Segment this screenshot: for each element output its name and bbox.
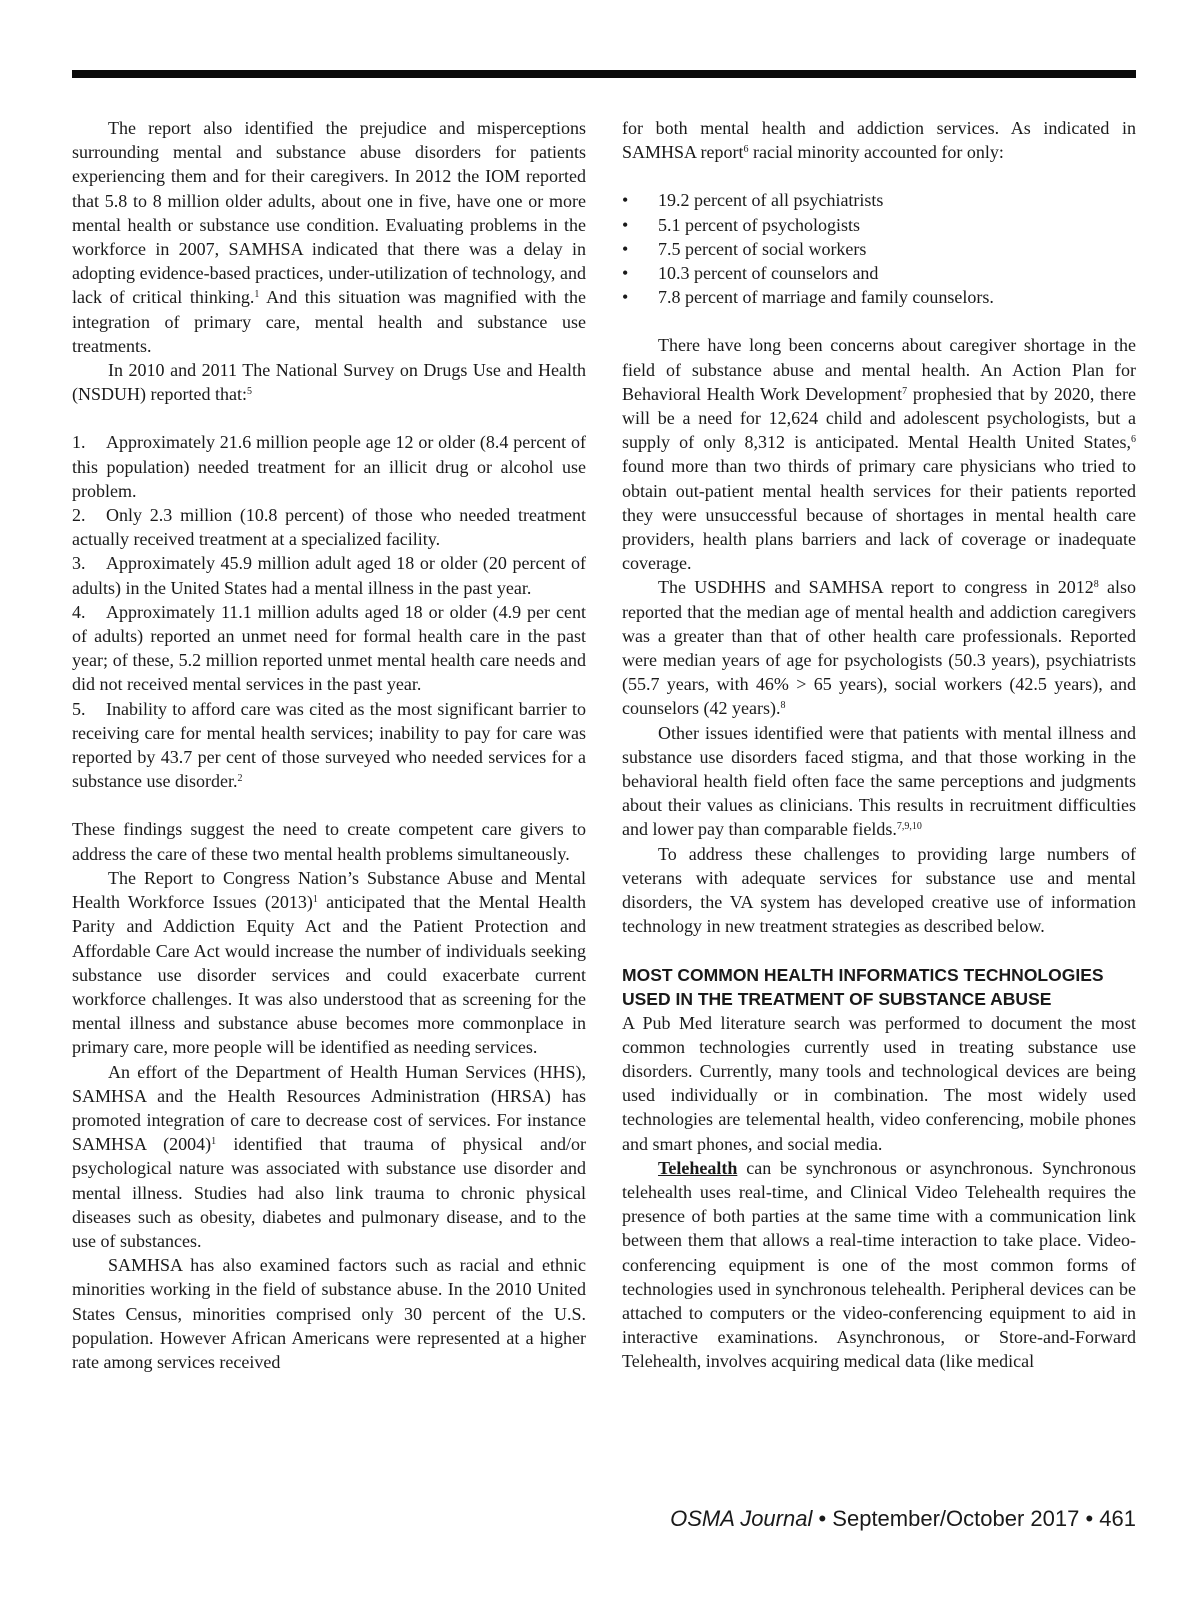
paragraph: The report also identified the prejudice and misperceptions surrounding mental and substance abuse disorders for patients experiencing them and for their caregivers. In 2012 the IOM reported that 5.8 to 8 million older adults, about one in five, have one or more mental health or substance use condition. Evaluating problems in the workforce in 2007, SAMHSA indicated that there was a delay in adopting evidence-based practices, under-utilization of technology, and lack of critical thinking.$^1$ And this situation was magnified with the integration of primary care, mental health and substance use treatments. [72,118,586,356]
paragraph: Other issues identified were that patients with mental illness and substance use disorders faced stigma, and that those working in the behavioral health field often face the same perceptions and judgments about their values as clinicians. This results in recruitment difficulties and lower pay than comparable fields.$^{7,9,10}$ [622,722,1136,840]
paragraph: To address these challenges to providing large numbers of veterans with adequate services for substance use and mental disorders, the VA system has developed creative use of information technology in new treatment strategies as described below. [622,843,1136,937]
paragraph: A Pub Med literature search was performed to document the most common technologies currently used in treating substance use disorders. Currently, many tools and technological devices are being used individually or in combination. The most widely used technologies are telemental health, video conferencing, mobile phones and smart phones, and social media. [622,1012,1136,1154]
journal-name: OSMA Journal [670,1506,813,1531]
paragraph: In 2010 and 2011 The National Survey on Drugs Use and Health (NSDUH) reported that:$^5$ [72,360,586,405]
paragraph: SAMHSA has also examined factors such as racial and ethnic minorities working in the field of substance abuse. In the 2010 United States Census, minorities comprised only 30 percent of the U.S. population. However African Americans were represented at a higher rate among services received [72,1255,586,1372]
list-item: 4. Approximately 11.1 million adults aged 18 or older (4.9 per cent of adults) reported an unmet need for formal health care in the past year; of these, 5.2 million reported unmet mental health care needs and did not received mental services in the past year. [72,601,586,695]
left-column [72,116,586,1374]
list-item: 1. Approximately 21.6 million people age 12 or older (8.4 percent of this population) needed treatment for an illicit drug or alcohol use problem. [72,432,586,501]
list-item: • 10.3 percent of counselors and [622,263,879,284]
paragraph: for both mental health and addiction services. As indicated in SAMHSA report$^6$ racial minority accounted for only: [622,118,1136,163]
section-heading: MOST COMMON HEALTH INFORMATICS TECHNOLOGIES USED IN THE TREATMENT OF SUBSTANCE ABUSE [622,964,1104,1009]
term-telehealth: Telehealth [658,1157,738,1178]
page-footer: OSMA Journal • September/October 2017 • 461 [670,1506,1136,1531]
paragraph: There have long been concerns about caregiver shortage in the field of substance abuse and mental health. An Action Plan for Behavioral Health Work Development$^7$ prophesied that by 2020, there will be a need for 12,624 child and adolescent psychologists, but a supply of only 8,312 is anticipated. Mental Health United States,$^6$ found more than two thirds of primary care physicians who tried to obtain out-patient mental health services for their patients reported they were unsuccessful because of shortages in mental health care providers, health plans barriers and lack of coverage or inadequate coverage. [622,335,1136,574]
numbered-list [72,430,586,793]
list-item: • 7.8 percent of marriage and family counselors. [622,287,994,308]
bullet-list [622,188,1136,309]
paragraph: An effort of the Department of Health Human Services (HHS), SAMHSA and the Health Resources Administration (HRSA) has promoted integration of care to decrease cost of services. For instance SAMHSA $(2004)^1$ identified that trauma of physical and/or psychological nature was associated with substance use disorder and mental illness. Studies had also link trauma to chronic physical diseases such as obesity, diabetes and pulmonary disease, and to the use of substances. [72,1061,586,1251]
right-column [622,116,1136,1374]
list-item: 3. Approximately 45.9 million adult aged 18 or older (20 percent of adults) in the United States had a mental illness in the past year. [72,553,586,598]
issue-date: September/October 2017 [832,1506,1080,1531]
list-item: • 19.2 percent of all psychiatrists [622,190,884,211]
paragraph: The USDHHS and SAMHSA report to congress in 2012$^8$ also reported that the median age of mental health and addiction caregivers was a greater than that of other health care professionals. Reported were median years of age for psychologists (50.3 years), psychiatrists (55.7 years, with 46% > 65 years), social workers (42.5 years), and counselors (42 years).$^8$ [622,577,1137,719]
page-number: 461 [1099,1506,1136,1531]
list-item: • 7.5 percent of social workers [622,238,867,259]
list-item: 2. Only 2.3 million (10.8 percent) of those who needed treatment actually received treatment at a specialized facility. [72,505,586,550]
paragraph: Telehealth can be synchronous or asynchronous. Synchronous telehealth uses real-time, and Clinical Video Telehealth requires the presence of both parties at the same time with a communication link between them that allows a real-time interaction to take place. Video-conferencing equipment is one of the most common forms of technologies used in synchronous telehealth. Peripheral devices can be attached to computers or the video-conferencing equipment to aid in interactive examinations. Asynchronous, or Store-and-Forward Telehealth, involves acquiring medical data (like medical [622,1157,1136,1372]
paragraph: These findings suggest the need to create competent care givers to address the care of these two mental health problems simultaneously. [72,819,586,864]
top-rule [72,70,1136,78]
list-item: • 5.1 percent of psychologists [622,214,860,235]
list-item: 5. Inability to afford care was cited as the most significant barrier to receiving care for mental health services; inability to pay for care was reported by 43.7 per cent of those surveyed who needed services for a substance use disorder.$^2$ [72,698,586,792]
paragraph: The Report to Congress Nation’s Substance Abuse and Mental Health Workforce Issues $(2013)^1$ anticipated that the Mental Health Parity and Addiction Equity Act and the Patient Protection and Affordable Care Act would increase the number of individuals seeking substance use disorder services and could exacerbate current workforce challenges. It was also understood that as screening for the mental illness and substance abuse becomes more commonplace in primary care, more people will be identified as needing services. [72,867,586,1058]
